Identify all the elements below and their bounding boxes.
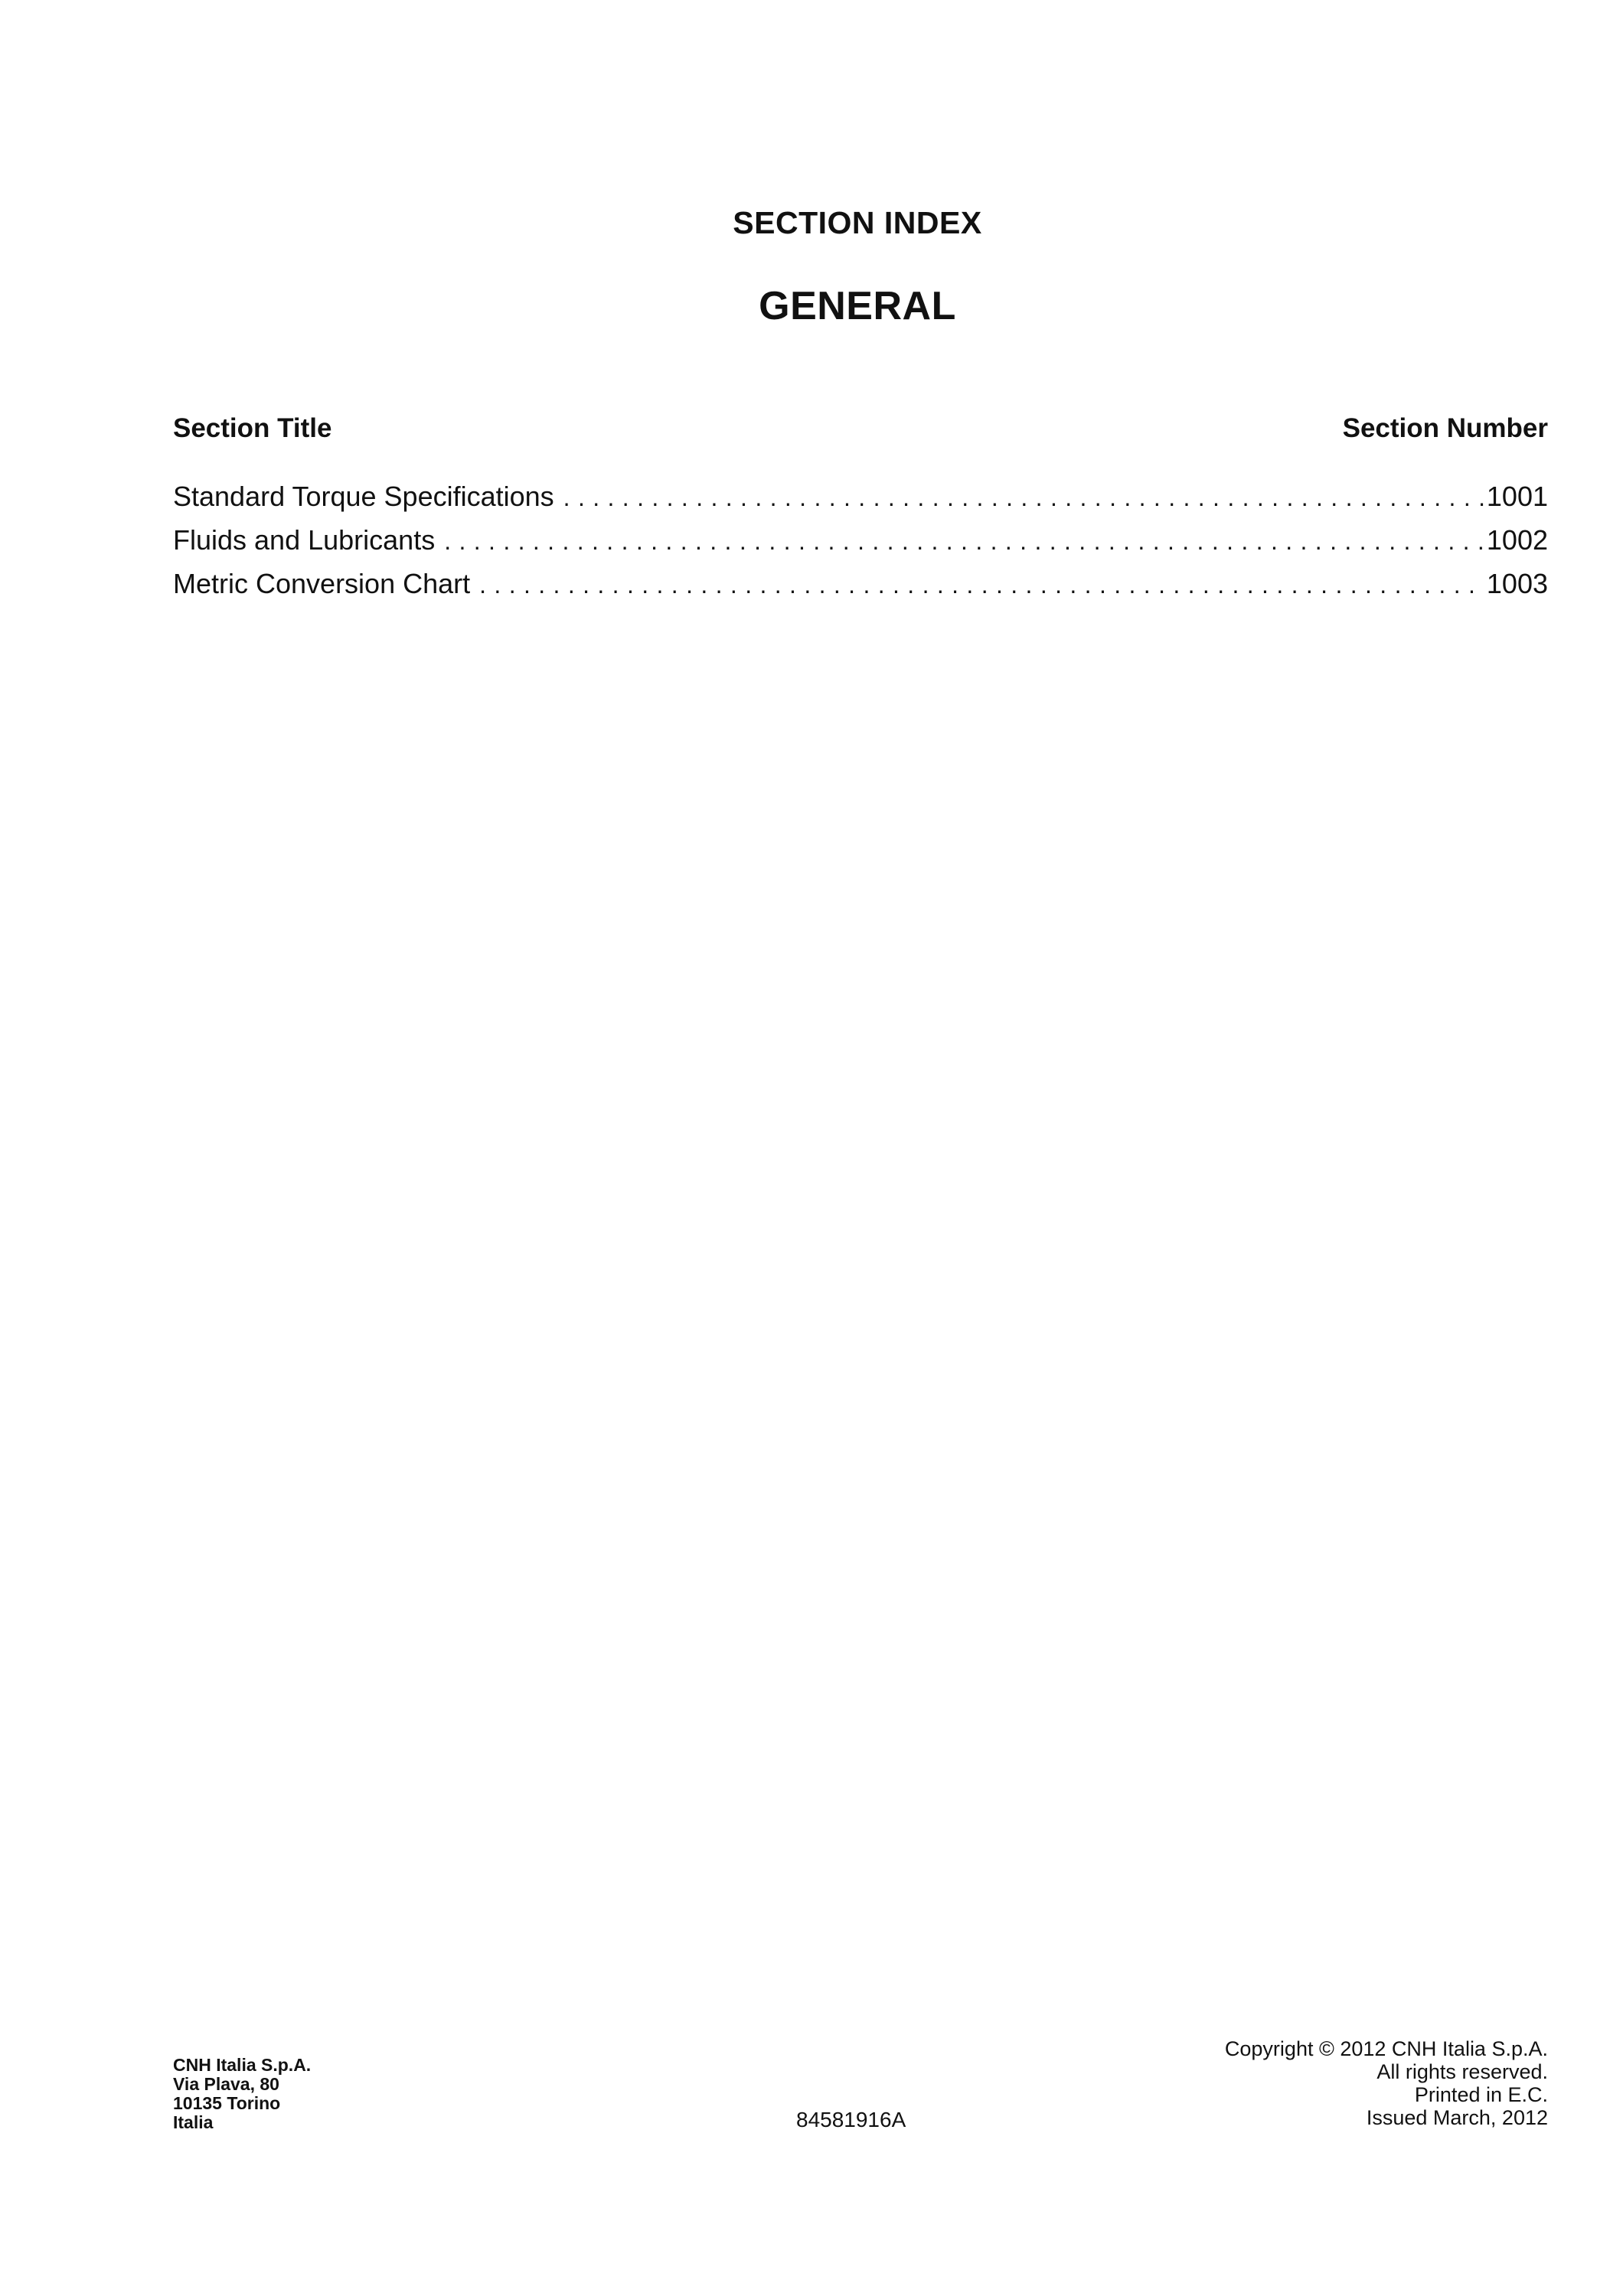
copyright-line: All rights reserved. xyxy=(1376,2060,1548,2083)
publisher-address xyxy=(173,2056,311,2132)
dot-leader xyxy=(563,484,1484,512)
copyright-line: Copyright © 2012 CNH Italia S.p.A. xyxy=(1224,2037,1548,2060)
dot-leader xyxy=(444,527,1484,556)
index-entry-title: Fluids and Lubricants xyxy=(173,524,436,556)
index-entry-number: 1001 xyxy=(1486,481,1548,512)
copyright-line: Issued March, 2012 xyxy=(1366,2106,1548,2129)
column-header-section-number: Section Number xyxy=(1342,413,1548,443)
column-headers xyxy=(173,413,1548,450)
page-title: GENERAL xyxy=(759,284,956,328)
address-line: 10135 Torino xyxy=(173,2093,281,2113)
copyright-notice xyxy=(1225,2037,1548,2129)
index-entry-title: Metric Conversion Chart xyxy=(173,568,471,599)
copyright-line: Printed in E.C. xyxy=(1414,2083,1548,2106)
index-entry xyxy=(173,524,1548,568)
index-entry xyxy=(173,568,1548,612)
section-index-heading: SECTION INDEX xyxy=(733,205,982,240)
dot-leader xyxy=(479,571,1484,599)
index-entry-number: 1002 xyxy=(1486,524,1548,556)
document-number: 84581916A xyxy=(796,2108,906,2131)
index-entry-title: Standard Torque Specifications xyxy=(173,481,554,512)
section-index-table xyxy=(173,413,1548,612)
column-header-section-title: Section Title xyxy=(173,413,332,443)
address-line: Via Plava, 80 xyxy=(173,2074,279,2094)
index-entry xyxy=(173,481,1548,524)
address-line: CNH Italia S.p.A. xyxy=(173,2055,312,2075)
index-entries xyxy=(173,481,1548,612)
index-entry-number: 1003 xyxy=(1486,568,1548,599)
address-line: Italia xyxy=(173,2112,214,2132)
